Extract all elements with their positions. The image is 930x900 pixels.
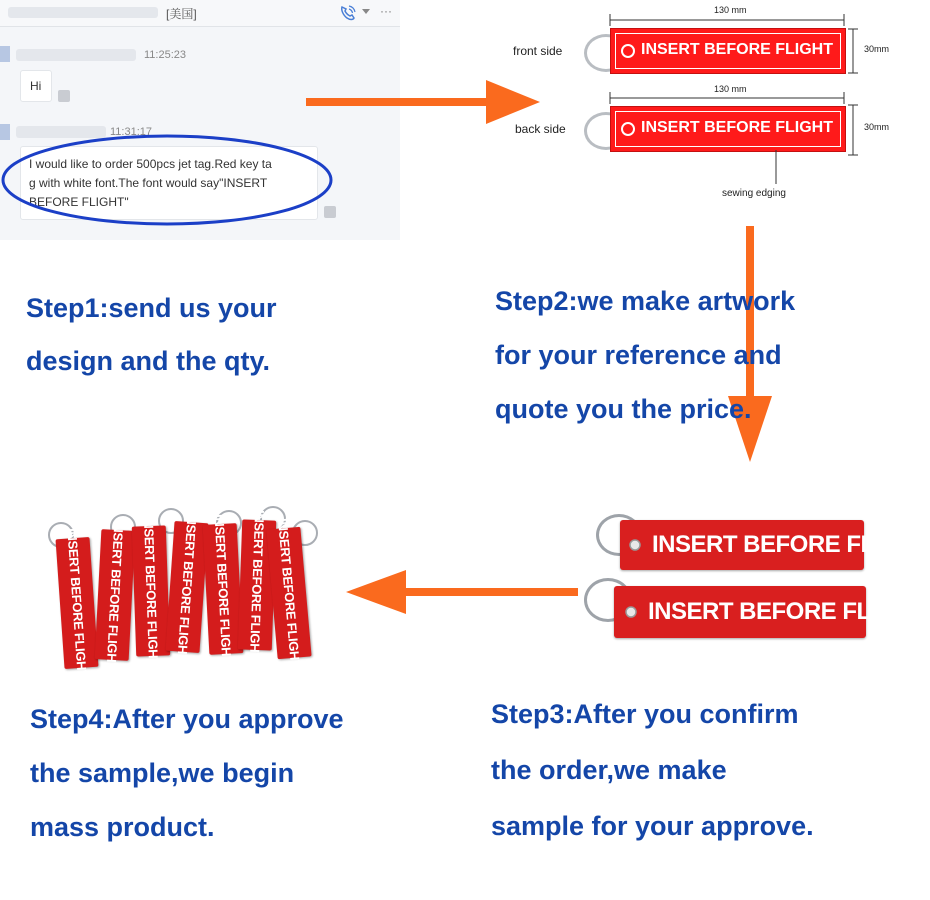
blurred-sender-name xyxy=(16,49,136,61)
sewing-pointer-line xyxy=(774,150,778,184)
step-line: design and the qty. xyxy=(26,346,271,376)
arrow-right-icon xyxy=(306,72,546,132)
sample-tag xyxy=(620,520,930,570)
sample-tag xyxy=(614,586,926,638)
step-line: the order,we make xyxy=(491,755,727,785)
message-bubble xyxy=(20,70,52,102)
production-tag xyxy=(95,519,136,671)
grommet-icon xyxy=(628,538,642,552)
production-tag xyxy=(166,511,209,663)
grommet-icon xyxy=(620,43,636,59)
production-tag xyxy=(132,515,171,667)
step-line: Step2:we make artwork xyxy=(495,286,796,316)
tag-text: INSERT BEFORE FLIGHT xyxy=(140,515,162,667)
production-tag xyxy=(266,517,311,669)
step-line: Step4:After you approve xyxy=(30,704,344,734)
tag-text: INSERT BEFORE FLIGHT xyxy=(274,517,304,669)
step4-text xyxy=(30,692,344,854)
production-tag xyxy=(56,527,99,679)
tag-artwork-back xyxy=(610,106,846,152)
message-line: g with white font.The font would say"INSERT xyxy=(29,176,268,190)
front-side-label: front side xyxy=(513,44,563,58)
back-side-label: back side xyxy=(515,122,566,136)
message-text: Hi xyxy=(30,79,42,93)
highlight-ellipse xyxy=(0,130,340,230)
step-line: for your reference and xyxy=(495,340,782,370)
message-line: BEFORE FLIGHT" xyxy=(29,195,129,209)
tag-text: INSERT BEFORE FLIGHT xyxy=(103,519,127,671)
step-line: sample for your approve. xyxy=(491,811,814,841)
step-line: the sample,we begin xyxy=(30,758,295,788)
message-action-icon[interactable] xyxy=(58,90,70,102)
grommet-icon xyxy=(624,605,638,619)
tag-text: INSERT BEFORE FLIGHT xyxy=(211,513,235,665)
mass-production-photo xyxy=(40,500,330,680)
tag-text: INSERT BEFORE FLIGHT xyxy=(652,531,930,558)
width-dimension: 130 mm xyxy=(714,84,747,94)
chat-header xyxy=(0,0,400,27)
tag-text: INSERT BEFORE FLIGHT xyxy=(648,598,926,625)
message-time: 11:25:23 xyxy=(144,49,187,61)
chevron-down-icon[interactable] xyxy=(362,9,370,15)
height-dimension-line xyxy=(846,104,860,156)
height-dimension-line xyxy=(846,28,860,74)
sewing-edging-label: sewing edging xyxy=(722,188,786,199)
grommet-icon xyxy=(620,121,636,137)
tag-text: INSERT BEFORE FLIGHT xyxy=(246,509,268,661)
arrow-left-icon xyxy=(344,565,580,619)
tag-text: INSERT BEFORE FLIGHT xyxy=(174,511,200,663)
chat-header-suffix: [美国] xyxy=(166,7,197,21)
step-line: Step1:send us your xyxy=(26,293,277,323)
blurred-contact-name xyxy=(8,7,158,18)
tag-artwork-front xyxy=(610,28,846,74)
tag-text: INSERT BEFORE FLIGHT xyxy=(641,119,833,136)
message-time: 11:31:17 xyxy=(110,126,153,138)
step1-text xyxy=(26,282,277,388)
more-icon[interactable]: ··· xyxy=(380,4,392,18)
height-dimension: 30mm xyxy=(864,122,890,132)
height-dimension: 30mm xyxy=(864,44,890,54)
step2-text xyxy=(495,274,795,436)
step3-text xyxy=(491,686,814,854)
step-line: quote you the price. xyxy=(495,394,752,424)
tag-text: INSERT BEFORE FLIGHT xyxy=(641,41,833,58)
step-line: mass product. xyxy=(30,812,215,842)
width-dimension: 130 mm xyxy=(714,5,747,15)
message-line: I would like to order 500pcs jet tag.Red key ta xyxy=(29,157,272,171)
avatar xyxy=(0,46,10,62)
step-line: Step3:After you confirm xyxy=(491,699,799,729)
tag-text: INSERT BEFORE FLIGHT xyxy=(64,527,90,679)
phone-icon[interactable] xyxy=(338,4,358,22)
